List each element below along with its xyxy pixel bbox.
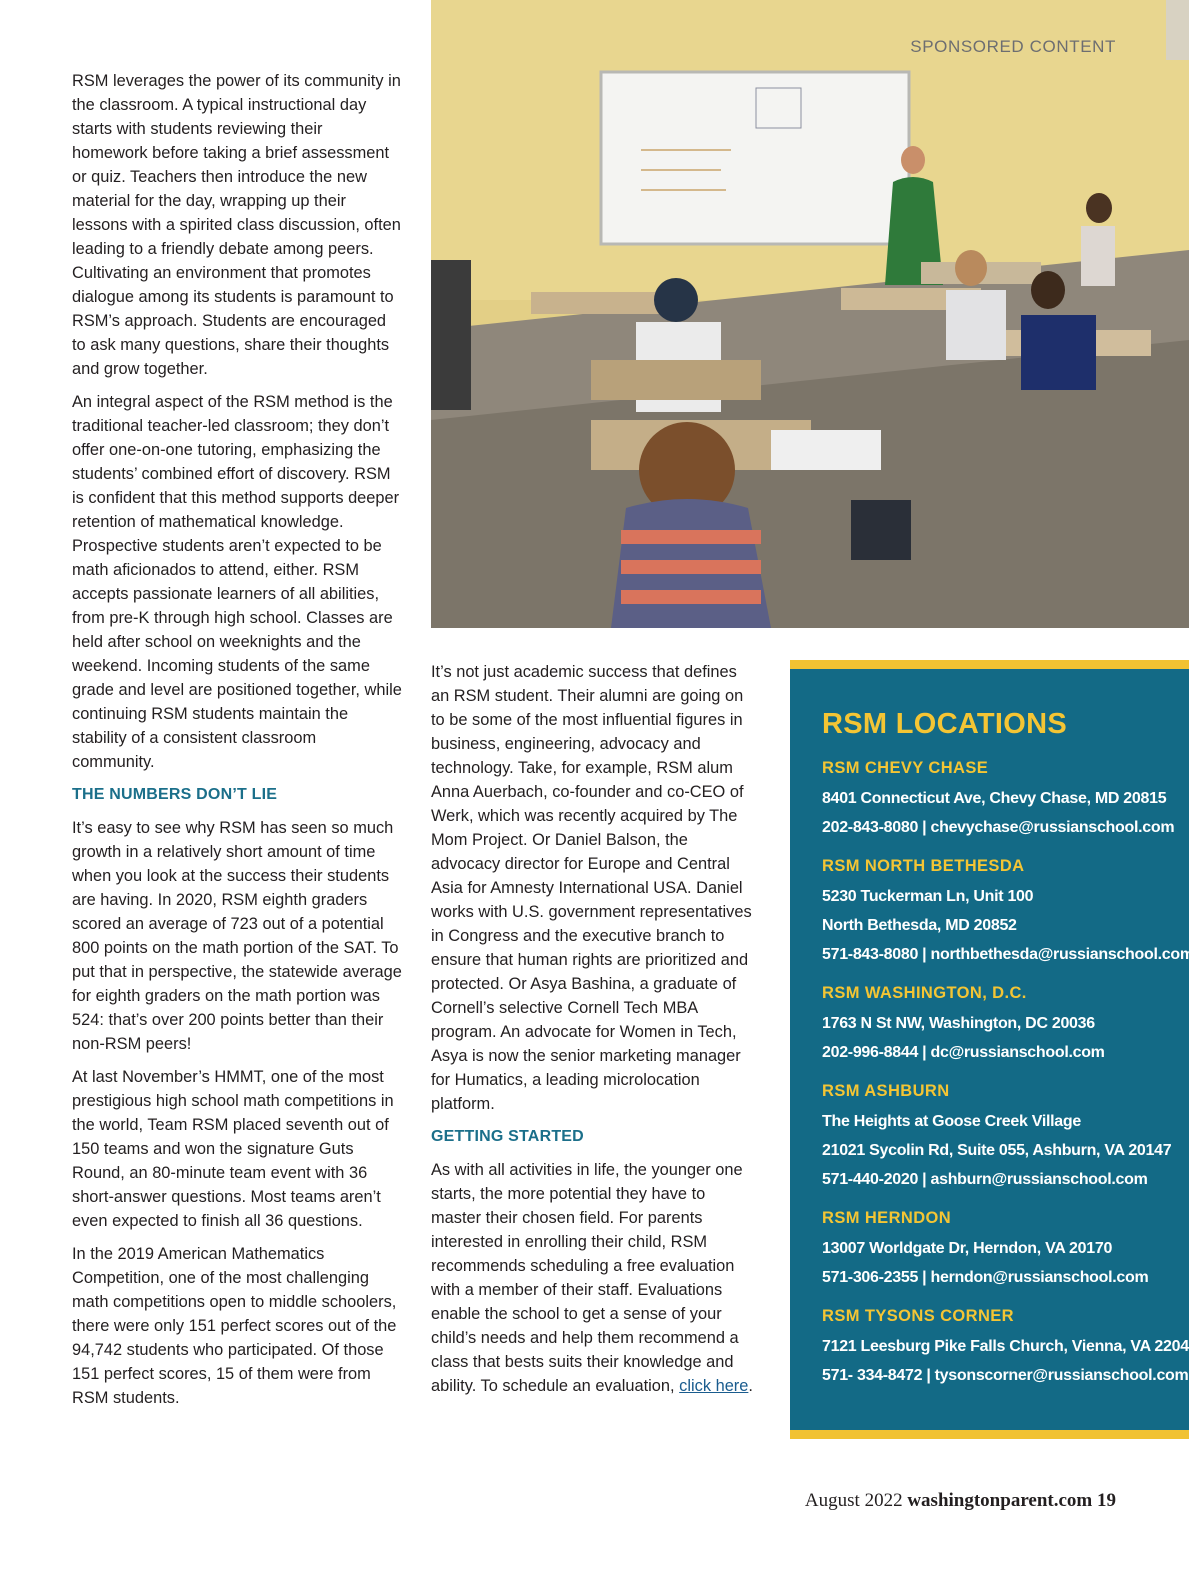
location-ashburn bbox=[822, 1080, 1189, 1194]
location-name: RSM TYSONS CORNER bbox=[822, 1307, 1014, 1325]
locations-title: RSM LOCATIONS bbox=[822, 708, 1068, 740]
location-north-bethesda bbox=[822, 855, 1194, 969]
issue-date: August 2022 bbox=[804, 1490, 903, 1511]
location-tysons-corner bbox=[822, 1305, 1198, 1390]
location-address: 7121 Leesburg Pike Falls Church, Vienna, VA 22043 bbox=[822, 1338, 1198, 1355]
locations-box bbox=[790, 660, 1198, 1439]
section-heading: GETTING STARTED bbox=[431, 1128, 584, 1145]
location-name: RSM HERNDON bbox=[822, 1209, 952, 1227]
location-name: RSM ASHBURN bbox=[822, 1082, 950, 1100]
paragraph: RSM leverages the power of its community in the classroom. A typical instructional day starts with students reviewing their homework before taking a brief assessment or quiz. Teachers then introduce the new material for the day, wrapping up their lessons with a spirited class discussion, often leading to a friendly debate among peers. Cultivating an environment that promotes dialogue among its students is paramount to RSM’s approach. Students are encouraged to ask many questions, share their thoughts and grow together. bbox=[72, 72, 401, 378]
paragraph: At last November’s HMMT, one of the most prestigious high school math competitions in the world, Team RSM placed seventh out of 150 teams and won the signature Guts Round, an 80-minute team event with 36 short-answer questions. Most teams aren’t even expected to finish all 36 questions. bbox=[72, 1068, 394, 1230]
location-address: North Bethesda, MD 20852 bbox=[822, 917, 1017, 934]
location-contact[interactable]: 571-843-8080 | northbethesda@russianschool.com bbox=[822, 946, 1194, 963]
classroom-illustration bbox=[431, 0, 1189, 628]
paragraph: In the 2019 American Mathematics Competition, one of the most challenging math competitions open to middle schoolers, there were only 151 perfect scores out of the 94,742 students who participated. Of those 151 perfect scores, 15 of them were from RSM students. bbox=[72, 1245, 397, 1407]
section-heading: THE NUMBERS DON’T LIE bbox=[72, 786, 278, 803]
location-name: RSM WASHINGTON, D.C. bbox=[822, 984, 1027, 1002]
location-address: 1763 N St NW, Washington, DC 20036 bbox=[822, 1015, 1095, 1032]
sponsored-label: SPONSORED CONTENT bbox=[910, 37, 1116, 56]
location-contact[interactable]: 571-306-2355 | herndon@russianschool.com bbox=[822, 1269, 1149, 1286]
classroom-photo bbox=[431, 0, 1189, 628]
site-name: washingtonparent.com bbox=[907, 1490, 1093, 1511]
location-contact[interactable]: 202-843-8080 | chevychase@russianschool.com bbox=[822, 819, 1175, 836]
location-address: 13007 Worldgate Dr, Herndon, VA 20170 bbox=[822, 1240, 1113, 1257]
page-footer bbox=[805, 1490, 1116, 1512]
middle-column bbox=[431, 660, 753, 1407]
paragraph-text: As with all activities in life, the younger one starts, the more potential they have to master their chosen field. For parents interested in enrolling their child, RSM recommends scheduling a free evaluation with a member of their staff. Evaluations enable the school to get a sense of your child’s needs and help them recommend a class that bests suits their knowledge and ability. To schedule an evaluation, bbox=[431, 1161, 743, 1395]
paragraph: It’s not just academic success that defines an RSM student. Their alumni are going on to be some of the most influential figures in business, engineering, advocacy and technology. Take, for example, RSM alum Anna Auerbach, co-founder and co-CEO of Werk, which was recently acquired by The Mom Project. Or Daniel Balson, the advocacy director for Europe and Central Asia for Amnesty International USA. Daniel works with U.S. government representatives in Congress and the executive branch to ensure that human rights are prioritized and protected. Or Asya Bashina, a graduate of Cornell’s selective Cornell Tech MBA program. An advocate for Women in Tech, Asya is now the senior marketing manager for Humatics, a leading microlocation platform. bbox=[431, 663, 752, 1113]
left-column bbox=[72, 69, 402, 1419]
location-address: 8401 Connecticut Ave, Chevy Chase, MD 20815 bbox=[822, 790, 1167, 807]
period: . bbox=[748, 1377, 753, 1395]
location-name: RSM CHEVY CHASE bbox=[822, 759, 989, 777]
paragraph bbox=[431, 1158, 753, 1398]
location-address: The Heights at Goose Creek Village bbox=[822, 1113, 1081, 1130]
location-contact[interactable]: 202-996-8844 | dc@russianschool.com bbox=[822, 1044, 1105, 1061]
location-washington-dc bbox=[822, 982, 1189, 1067]
click-here-link[interactable]: click here bbox=[679, 1377, 749, 1395]
location-address: 21021 Sycolin Rd, Suite 055, Ashburn, VA 20147 bbox=[822, 1142, 1172, 1159]
page-number: 19 bbox=[1097, 1490, 1116, 1511]
location-contact[interactable]: 571-440-2020 | ashburn@russianschool.com bbox=[822, 1171, 1148, 1188]
location-contact[interactable]: 571- 334-8472 | tysonscorner@russianschool.com bbox=[822, 1367, 1189, 1384]
location-address: 5230 Tuckerman Ln, Unit 100 bbox=[822, 888, 1034, 905]
location-chevy-chase bbox=[822, 757, 1189, 842]
location-name: RSM NORTH BETHESDA bbox=[822, 857, 1025, 875]
paragraph: An integral aspect of the RSM method is the traditional teacher-led classroom; they don’t offer one-on-one tutoring, emphasizing the students’ combined effort of discovery. RSM is confident that this method supports deeper retention of mathematical knowledge. Prospective students aren’t expected to be math aficionados to attend, either. RSM accepts passionate learners of all abilities, from pre-K through high school. Classes are held after school on weeknights and the weekend. Incoming students of the same grade and level are positioned together, while continuing RSM students maintain the stability of a consistent classroom community. bbox=[72, 393, 402, 771]
paragraph: It’s easy to see why RSM has seen so much growth in a relatively short amount of time when you look at the success their students are having. In 2020, RSM eighth graders scored an average of 723 out of a potential 800 points on the math portion of the SAT. To put that in perspective, the statewide average for eighth graders on the math portion was 524: that’s over 200 points better than their non-RSM peers! bbox=[72, 819, 402, 1053]
location-herndon bbox=[822, 1207, 1189, 1292]
